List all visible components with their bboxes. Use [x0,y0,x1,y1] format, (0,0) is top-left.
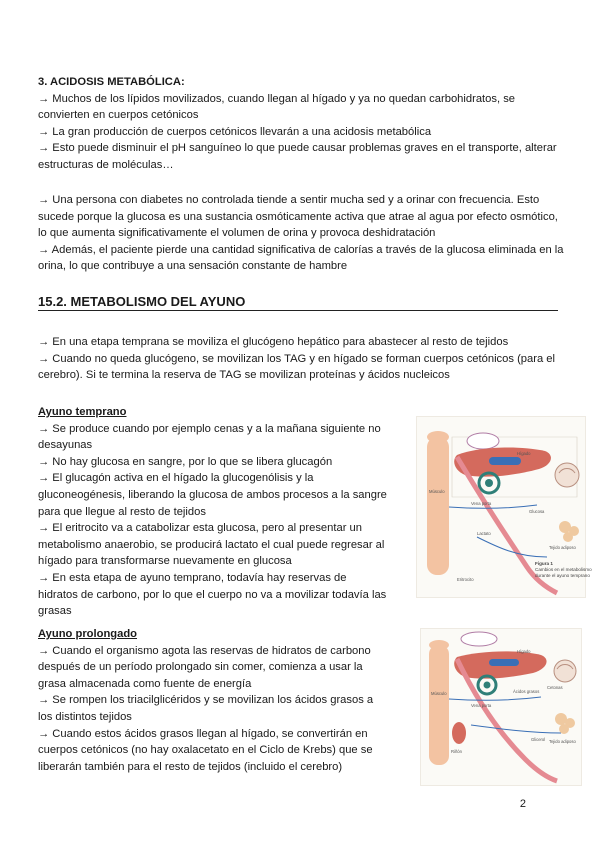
diabetes-line-2: → Además, el paciente pierde una cantidad significativa de calorías a través de la glucosa eliminada en la orina, lo que contribuye a una sensación constante de hambre [38,243,564,273]
prolonged-fasting-line-3: → Cuando estos ácidos grasos llegan al hígado, se convertirán en cuerpos cetónicos (no hay oxalacetato en el Ciclo de Krebs) que se liberarán también para el resto de tejidos (incluido el cerebro) [38,727,373,773]
label-ketones: Cetonas [547,685,563,690]
brain-icon-2 [554,660,576,682]
early-fasting-line-1: → Se produce cuando por ejemplo cenas y a la mañana siguiente no desayunas [38,422,381,452]
muscle-top-2 [429,640,449,650]
fasting-intro [38,334,564,384]
glycogen-core [485,479,493,487]
label-fatty-acids: Ácidos grasos [513,689,540,694]
label-portal-vein-2: Vena porta [471,703,492,708]
intestine-shape [489,457,521,465]
early-fasting-line-4: → El eritrocito va a catabolizar esta glucosa, pero al presentar un metabolismo anaerobio, se producirá lactato el cual puede regresar al hígado para transformarse nuevamente en glucosa [38,522,385,568]
label-glycerol: Glicerol [531,737,546,742]
fasting-intro-line-2: → Cuando no queda glucógeno, se movilizan los TAG y en hígado se forman cuerpos cetónicos (para el cerebro). Si te termina la reserva de TAG se movilizan proteínas y ácidos nucleicos [38,352,556,382]
brain-shape-2 [554,660,576,682]
glycogen-granule-icon-2 [478,676,496,694]
early-fasting-heading: Ayuno temprano [38,406,127,418]
label-adipose-2: Tejido adiposo [549,739,576,744]
diabetes-section [38,192,564,275]
label-erythrocyte: Eritrocito [457,577,474,582]
acidosis-line-3: → Esto puede disminuir el pH sanguíneo lo que puede causar problemas graves en el transporte, alterar estructuras de moléculas… [38,142,557,171]
label-portal-vein: Vena porta [471,501,492,506]
label-glucose: Glucosa [529,509,545,514]
prolonged-fasting-section [38,626,388,775]
early-fasting-diagram [416,416,592,598]
early-fasting-line-2: → No hay glucosa en sangre, por lo que se libera glucagón [38,455,333,468]
prolonged-fasting-heading: Ayuno prolongado [38,628,138,640]
label-kidney: Riñón [451,749,462,754]
muscle-shape [427,437,449,575]
acidosis-heading: 3. ACIDOSIS METABÓLICA: [38,76,185,88]
adipose-tissue-icon-2 [555,713,575,734]
muscle-cylinder [427,431,449,575]
early-fasting-section [38,404,388,620]
prolonged-fasting-line-1: → Cuando el organismo agota las reservas de hidratos de carbono después de un período prolongado sin comer, comienza a usar la grasa almacenada como fuente de energía [38,644,371,690]
glucose-arrow [449,505,537,508]
caption-title: Figura 1 [535,561,553,566]
kidney-icon [452,722,466,744]
caption-line-1: Cambios en el metabolismo [535,567,592,572]
muscle-top [427,431,449,443]
label-muscle-2: Músculo [431,691,447,696]
label-lactate: Lactato [477,531,491,536]
prolonged-fasting-line-2: → Se rompen los triacilglicéridos y se movilizan los ácidos grasos a los distintos tejidos [38,694,374,723]
glycogen-core-2 [484,682,491,689]
prolonged-fasting-diagram-svg [421,629,581,785]
diabetes-line-1: → Una persona con diabetes no controlada tiende a sentir mucha sed y a orinar con frecuencia. Esto sucede porque la glucosa es una sustancia osmóticamente activa que atrae al agua por efecto osmótico, lo que aumenta significativamente el volumen de orina y provoca deshidratación [38,194,558,240]
fasting-section-title: 15.2. METABOLISMO DEL AYUNO [38,294,558,311]
early-fasting-line-3: → El glucagón activa en el hígado la glucogenólisis y la gluconeogénesis, liberando la glucosa de ambos procesos a la sangre para que llegue al resto de tejidos [38,472,387,518]
fatty-acid-arrow [449,697,541,700]
label-liver: Hígado [517,451,531,456]
adipose-tissue-icon [559,521,579,542]
label-liver-2: Hígado [517,649,531,654]
figure-caption [535,561,592,578]
early-fasting-line-5: → En esta etapa de ayuno temprano, todavía hay reservas de hidratos de carbono, por lo que el cuerpo no va a movilizar todavía las grasas [38,571,387,618]
fat-cell-6 [559,724,569,734]
brain-icon [555,463,579,487]
caption-line-2: durante el ayuno temprano [535,573,590,578]
acidosis-section [38,74,564,174]
ketone-arrow [471,725,561,733]
muscle-shape-2 [429,645,449,765]
fasting-intro-line-1: → En una etapa temprana se moviliza el glucógeno hepático para abastecer al resto de tejidos [38,336,509,348]
acidosis-line-2: → La gran producción de cuerpos cetónicos llevarán a una acidosis metabólica [38,125,432,138]
hormone-bubble [467,433,499,449]
fat-cell-3 [563,532,573,542]
intestine-shape-2 [489,659,519,666]
muscle-cylinder-2 [429,640,449,765]
hormone-bubble-2 [461,632,497,646]
kidney-shape [452,722,466,744]
acidosis-line-1: → Muchos de los lípidos movilizados, cuando llegan al hígado y ya no quedan carbohidratos, se convierten en cuerpos cetónicos [38,92,516,122]
page-number: 2 [519,798,526,810]
prolonged-fasting-diagram [420,628,582,786]
label-muscle: Músculo [429,489,445,494]
early-fasting-diagram-svg [417,417,592,597]
label-adipose: Tejido adiposo [549,545,576,550]
brain-shape [555,463,579,487]
